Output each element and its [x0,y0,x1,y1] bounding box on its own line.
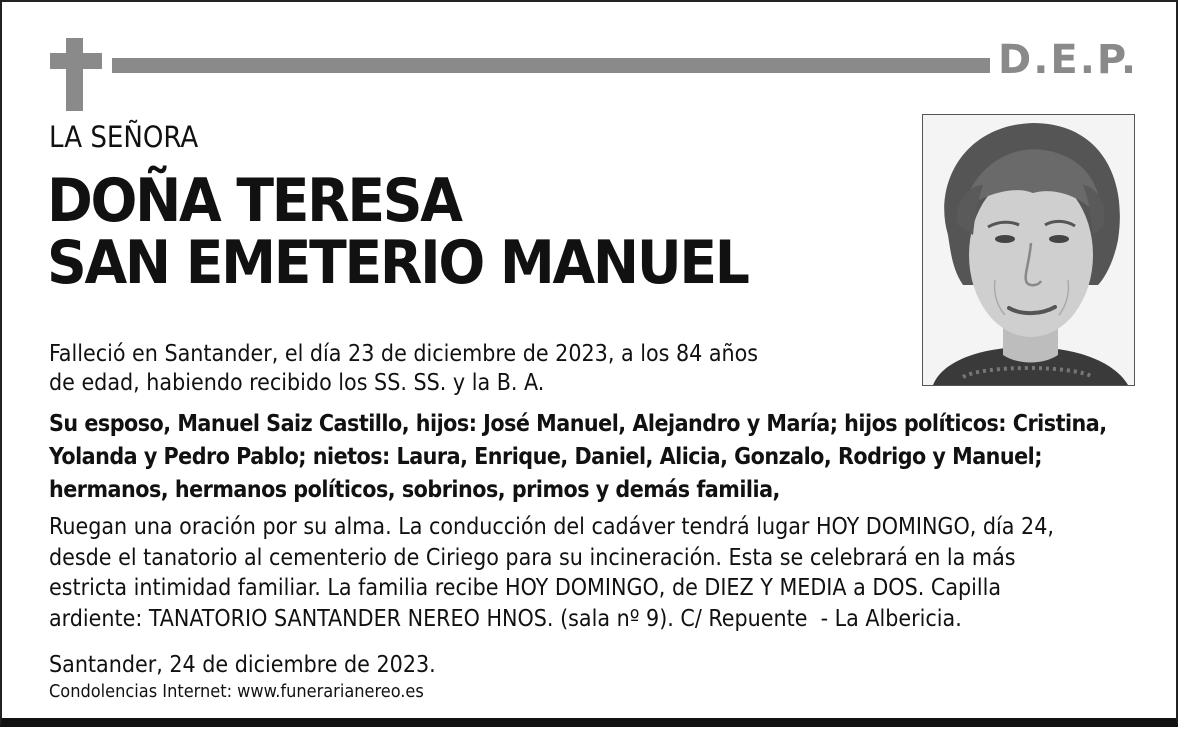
death-notice-line1: Falleció en Santander, el día 23 de diciembre de 2023, a los 84 años [49,341,759,367]
service-line3: estricta intimidad familiar. La familia recibe HOY DOMINGO, de DIEZ Y MEDIA a DOS. Capilla [49,575,1002,601]
death-notice [49,340,869,398]
deceased-name-line2: SAN EMETERIO MANUEL [47,228,748,298]
condolences-line: Condolencias Internet: www.funerarianereo.es [49,681,424,702]
service-line2: desde el tanatorio al cementerio de Ciriego para su incineración. Esta se celebrará en la más [49,544,1016,571]
service-details [49,512,1159,634]
deceased-name [47,166,748,298]
family-line2: Yolanda y Pedro Pablo; nietos: Laura, Enrique, Daniel, Alicia, Gonzalo, Rodrigo y Manuel; [49,444,1043,470]
portrait-photo [922,114,1135,386]
death-notice-line2: de edad, habiendo recibido los SS. SS. y la B. A. [49,370,545,396]
portrait-illustration [923,115,1134,385]
family-line1: Su esposo, Manuel Saiz Castillo, hijos: José Manuel, Alejandro y María; hijos políticos: Cristina, [49,411,1107,437]
dep-label: D.E.P. [998,37,1139,83]
latin-cross-icon [50,38,102,111]
service-line1: Ruegan una oración por su alma. La conducción del cadáver tendrá lugar HOY DOMINGO, día 24, [49,514,1054,540]
family-line3: hermanos, hermanos políticos, sobrinos, primos y demás familia, [49,477,780,503]
header-rule [112,58,990,73]
honorific: LA SEÑORA [49,120,199,154]
place-date: Santander, 24 de diciembre de 2023. [49,652,436,678]
service-line4: ardiente: TANATORIO SANTANDER NEREO HNOS. (sala nº 9). C/ Repuente - La Albericia. [49,605,962,632]
family-list [49,408,1149,507]
deceased-name-line1: DOÑA TERESA [47,166,461,236]
